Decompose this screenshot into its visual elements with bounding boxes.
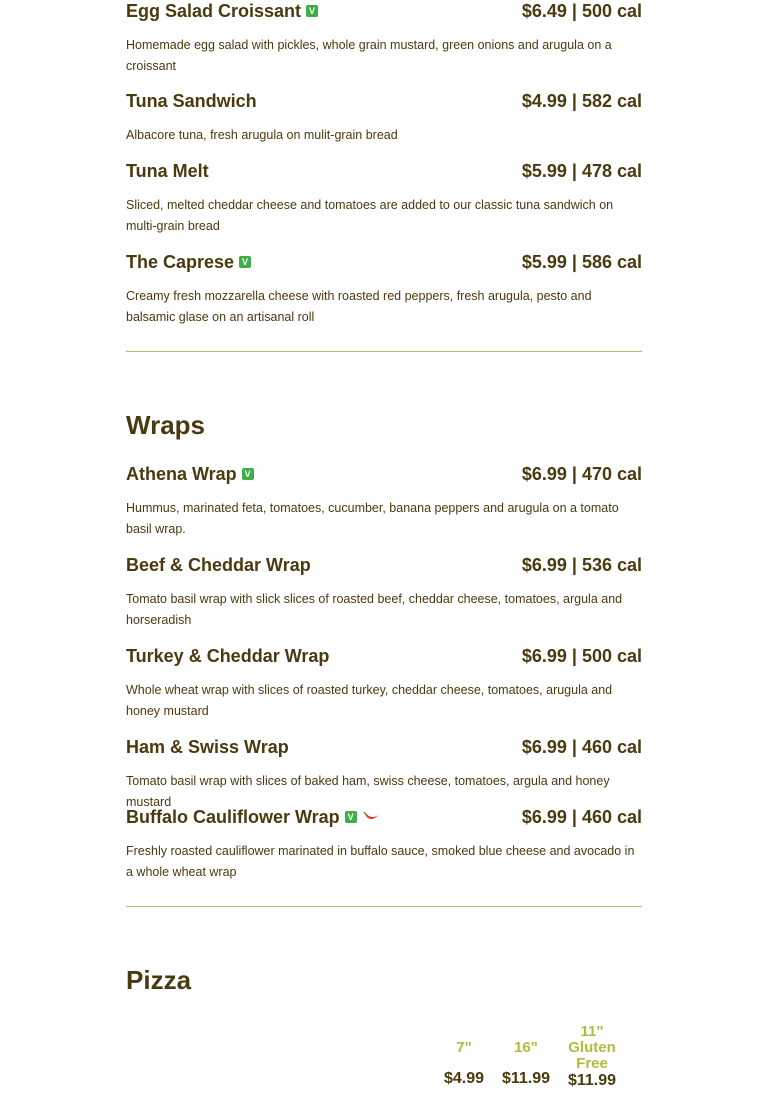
- item-name: Beef & Cheddar Wrap: [126, 554, 311, 575]
- vegetarian-icon: V: [306, 5, 318, 17]
- menu-item: [126, 806, 642, 883]
- menu-item: [126, 463, 642, 540]
- item-price: $6.99 | 460 cal: [521, 736, 642, 757]
- menu-item: [126, 160, 642, 237]
- item-description: Creamy fresh mozzarella cheese with roasted red peppers, fresh arugula, pesto and balsamic glase on an artisanal roll: [126, 289, 592, 324]
- pizza-size-table: [438, 1024, 628, 1099]
- item-description: Homemade egg salad with pickles, whole grain mustard, green onions and arugula on a croissant: [126, 38, 612, 73]
- menu-item: [126, 645, 642, 722]
- menu-item: [126, 736, 642, 813]
- item-description: Albacore tuna, fresh arugula on mulit-grain bread: [126, 128, 398, 142]
- item-name: Tuna Melt: [126, 160, 209, 181]
- item-price: $6.99 | 536 cal: [521, 554, 642, 575]
- pizza-size-column: [564, 1024, 620, 1090]
- menu-item: [126, 0, 642, 77]
- pizza-size-column: [498, 1040, 554, 1088]
- item-price: $5.99 | 586 cal: [521, 251, 642, 272]
- chili-pepper-icon: [363, 812, 379, 822]
- item-price: $6.99 | 460 cal: [521, 806, 642, 827]
- menu-item: [126, 554, 642, 631]
- pizza-size-label: 7": [456, 1039, 472, 1056]
- item-description: Hummus, marinated feta, tomatoes, cucumber, banana peppers and arugula on a tomato basil wrap.: [126, 501, 619, 536]
- item-price: $6.99 | 470 cal: [521, 463, 642, 484]
- menu-item: [126, 90, 642, 146]
- pizza-size-price: $4.99: [443, 1070, 485, 1087]
- section-title-wraps: Wraps: [126, 410, 205, 440]
- section-divider: [126, 906, 642, 907]
- pizza-size-label: 11" Gluten Free: [568, 1023, 616, 1072]
- pizza-size-label: 16": [514, 1039, 538, 1056]
- item-name: Turkey & Cheddar Wrap: [126, 645, 330, 666]
- item-name: Athena Wrap: [126, 463, 237, 484]
- item-price: $6.49 | 500 cal: [521, 0, 642, 21]
- pizza-size-column: [438, 1040, 490, 1088]
- section-title-pizza: Pizza: [126, 965, 192, 995]
- item-price: $5.99 | 478 cal: [521, 160, 642, 181]
- pizza-size-price: $11.99: [501, 1070, 551, 1087]
- item-price: $6.99 | 500 cal: [521, 645, 642, 666]
- menu-item: [126, 251, 642, 328]
- item-name: Tuna Sandwich: [126, 90, 257, 111]
- pizza-size-price: $11.99: [567, 1072, 617, 1089]
- item-name: Egg Salad Croissant: [126, 0, 302, 21]
- item-description: Tomato basil wrap with slick slices of roasted beef, cheddar cheese, tomatoes, argula and horseradish: [126, 592, 623, 627]
- item-description: Tomato basil wrap with slices of baked ham, swiss cheese, tomatoes, argula and honey mustard: [126, 774, 610, 809]
- vegetarian-icon: V: [242, 468, 254, 480]
- item-description: Whole wheat wrap with slices of roasted turkey, cheddar cheese, tomatoes, arugula and honey mustard: [126, 683, 613, 718]
- item-name: Buffalo Cauliflower Wrap: [126, 806, 340, 827]
- vegetarian-icon: V: [239, 256, 251, 268]
- item-name: Ham & Swiss Wrap: [126, 736, 289, 757]
- item-price: $4.99 | 582 cal: [521, 90, 642, 111]
- item-name: The Caprese: [126, 251, 235, 272]
- item-description: Sliced, melted cheddar cheese and tomatoes are added to our classic tuna sandwich on multi-grain bread: [126, 198, 614, 233]
- section-divider: [126, 351, 642, 352]
- item-description: Freshly roasted cauliflower marinated in buffalo sauce, smoked blue cheese and avocado in a whole wheat wrap: [126, 844, 635, 879]
- vegetarian-icon: V: [345, 811, 357, 823]
